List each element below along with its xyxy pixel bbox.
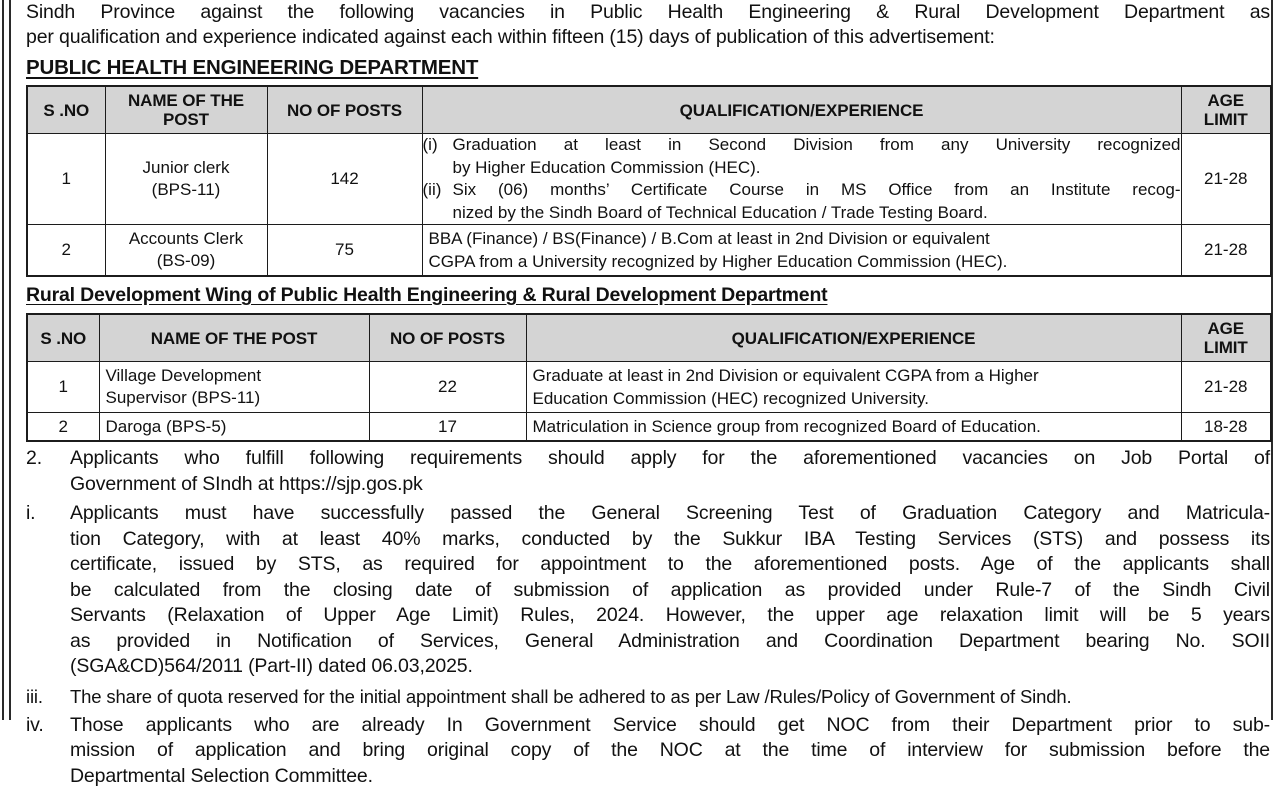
- cell-post-name: Daroga (BPS-5): [99, 413, 369, 442]
- age-limit-line-2: LIMIT: [1204, 338, 1248, 357]
- note-line-7: (SGA&CD)564/2011 (Part-II) dated 06.03,2025.: [70, 654, 1270, 680]
- intro-paragraph: [26, 0, 1270, 50]
- note-line-5: Servants (Relaxation of Upper Age Limit) Rules, 2024. However, the upper age relaxation limit will be 5 years: [70, 603, 1270, 629]
- qualification-text: [429, 227, 1175, 273]
- note-marker: iv.: [26, 713, 62, 739]
- section-heading-rural-development-wing: Rural Development Wing of Public Health Engineering & Rural Development Department: [26, 284, 1270, 307]
- intro-line-1: Sindh Province against the following vacancies in Public Health Engineering & Rural Development Department as: [26, 0, 1270, 25]
- qualification-marker: (ii): [423, 179, 442, 202]
- qualification-item: [423, 179, 1181, 224]
- cell-sno: 2: [27, 225, 105, 277]
- note-item-iv: [26, 713, 1270, 789]
- note-line-3: certificate, issued by STS, as required for appointment to the aforementioned posts. Age of the applicants shall: [70, 552, 1270, 578]
- note-body: [70, 684, 1270, 709]
- note-item-i: [26, 501, 1270, 680]
- table-row: [27, 362, 1271, 413]
- cell-qualification: [526, 362, 1181, 413]
- note-line-1: Applicants who fulfill following requirements should apply for the aforementioned vacancies on Job Portal of: [70, 446, 1270, 472]
- note-line-2: mission of application and bring original copy of the NOC at the time of interview for submission before the: [70, 738, 1270, 764]
- note-item-2: [26, 446, 1270, 497]
- column-header-sno: S .NO: [27, 314, 99, 362]
- note-marker: i.: [26, 501, 62, 527]
- note-item-iii: [26, 684, 1270, 709]
- note-body: [70, 501, 1270, 680]
- note-line-1: Those applicants who are already In Government Service should get NOC from their Department prior to sub-: [70, 713, 1270, 739]
- notes-list: [26, 446, 1270, 789]
- note-body: [70, 713, 1270, 789]
- cell-sno: 1: [27, 134, 105, 225]
- qualification-marker: (i): [423, 134, 438, 157]
- cell-post-name: [105, 225, 267, 277]
- age-limit-line-2: LIMIT: [1204, 110, 1248, 129]
- column-header-age-limit: [1181, 86, 1271, 134]
- post-name-line-2: (BS-09): [157, 251, 216, 270]
- note-line-1: The share of quota reserved for the initial appointment shall be adhered to as per Law /Rules/Policy of Government of Sindh.: [70, 684, 1270, 709]
- qualification-item: [423, 134, 1181, 179]
- post-name-line-2: Supervisor (BPS-11): [106, 388, 261, 407]
- table-header-row: [27, 314, 1271, 362]
- note-line-1: Applicants must have successfully passed the General Screening Test of Graduation Category and Matricula-: [70, 501, 1270, 527]
- cell-no-of-posts: 17: [369, 413, 526, 442]
- note-marker: iii.: [26, 684, 62, 709]
- cell-qualification: Matriculation in Science group from recognized Board of Education.: [526, 413, 1181, 442]
- column-header-qualification: QUALIFICATION/EXPERIENCE: [526, 314, 1181, 362]
- cell-age-limit: 21-28: [1181, 225, 1271, 277]
- intro-line-2: per qualification and experience indicated against each within fifteen (15) days of publication of this advertisement:: [26, 25, 1270, 50]
- note-line-4: be calculated from the closing date of submission of application as provided under Rule-7 of the Sindh Civil: [70, 578, 1270, 604]
- table-row: [27, 413, 1271, 442]
- post-name-line-1: Junior clerk: [143, 158, 230, 177]
- cell-no-of-posts: 22: [369, 362, 526, 413]
- cell-age-limit: 21-28: [1181, 362, 1271, 413]
- note-marker: 2.: [26, 446, 62, 472]
- table-row: [27, 225, 1271, 277]
- cell-post-name: [105, 134, 267, 225]
- qualification-line-2: by Higher Education Commission (HEC).: [453, 158, 761, 177]
- column-header-sno: S .NO: [27, 86, 105, 134]
- column-header-age-limit: [1181, 314, 1271, 362]
- post-name-line-1: Accounts Clerk: [129, 229, 243, 248]
- age-limit-line-1: AGE: [1207, 91, 1244, 110]
- qualification-line-1: BBA (Finance) / BS(Finance) / B.Com at least in 2nd Division or equivalent: [429, 229, 990, 248]
- qualification-line-1: Six (06) months’ Certificate Course in MS Office from an Institute recog-: [453, 179, 1181, 202]
- qualification-line-2: CGPA from a University recognized by Higher Education Commission (HEC).: [429, 252, 1008, 271]
- qualification-line-1: Graduation at least in Second Division from any University recognized: [453, 134, 1181, 157]
- table-header-row: [27, 86, 1271, 134]
- column-header-post: NAME OF THE POST: [99, 314, 369, 362]
- note-body: [70, 446, 1270, 497]
- column-header-posts: NO OF POSTS: [369, 314, 526, 362]
- note-line-6: as provided in Notification of Services, General Administration and Coordination Department bearing No. SOII: [70, 629, 1270, 655]
- note-line-2: tion Category, with at least 40% marks, conducted by the Sukkur IBA Testing Services (STS) and possess its: [70, 527, 1270, 553]
- qualification-line-1: Graduate at least in 2nd Division or equivalent CGPA from a Higher: [533, 366, 1039, 385]
- cell-no-of-posts: 75: [267, 225, 422, 277]
- cell-qualification: [422, 134, 1181, 225]
- cell-post-name: [99, 362, 369, 413]
- page-border-left-outer: [2, 0, 4, 720]
- cell-no-of-posts: 142: [267, 134, 422, 225]
- column-header-qualification: QUALIFICATION/EXPERIENCE: [422, 86, 1181, 134]
- age-limit-line-1: AGE: [1207, 319, 1244, 338]
- table-row: [27, 134, 1271, 225]
- cell-age-limit: 21-28: [1181, 134, 1271, 225]
- column-header-post: NAME OF THE POST: [105, 86, 267, 134]
- section-heading-phed: PUBLIC HEALTH ENGINEERING DEPARTMENT: [26, 56, 1270, 80]
- qualification-line-2: nized by the Sindh Board of Technical Education / Trade Testing Board.: [453, 203, 988, 222]
- vacancy-table-rural-development: [26, 313, 1272, 442]
- cell-sno: 1: [27, 362, 99, 413]
- cell-age-limit: 18-28: [1181, 413, 1271, 442]
- note-line-2: Government of SIndh at https://sjp.gos.pk: [70, 472, 1270, 498]
- vacancy-table-phed: [26, 85, 1272, 277]
- post-name-line-2: (BPS-11): [152, 180, 221, 199]
- column-header-posts: NO OF POSTS: [267, 86, 422, 134]
- note-line-3: Departmental Selection Committee.: [70, 764, 1270, 789]
- post-name-line-1: Village Development: [106, 366, 262, 385]
- document-content: [26, 0, 1270, 720]
- cell-qualification: [422, 225, 1181, 277]
- cell-sno: 2: [27, 413, 99, 442]
- page-border-left-inner: [9, 0, 11, 720]
- qualification-text: [533, 364, 1175, 410]
- qualification-line-2: Education Commission (HEC) recognized University.: [533, 389, 930, 408]
